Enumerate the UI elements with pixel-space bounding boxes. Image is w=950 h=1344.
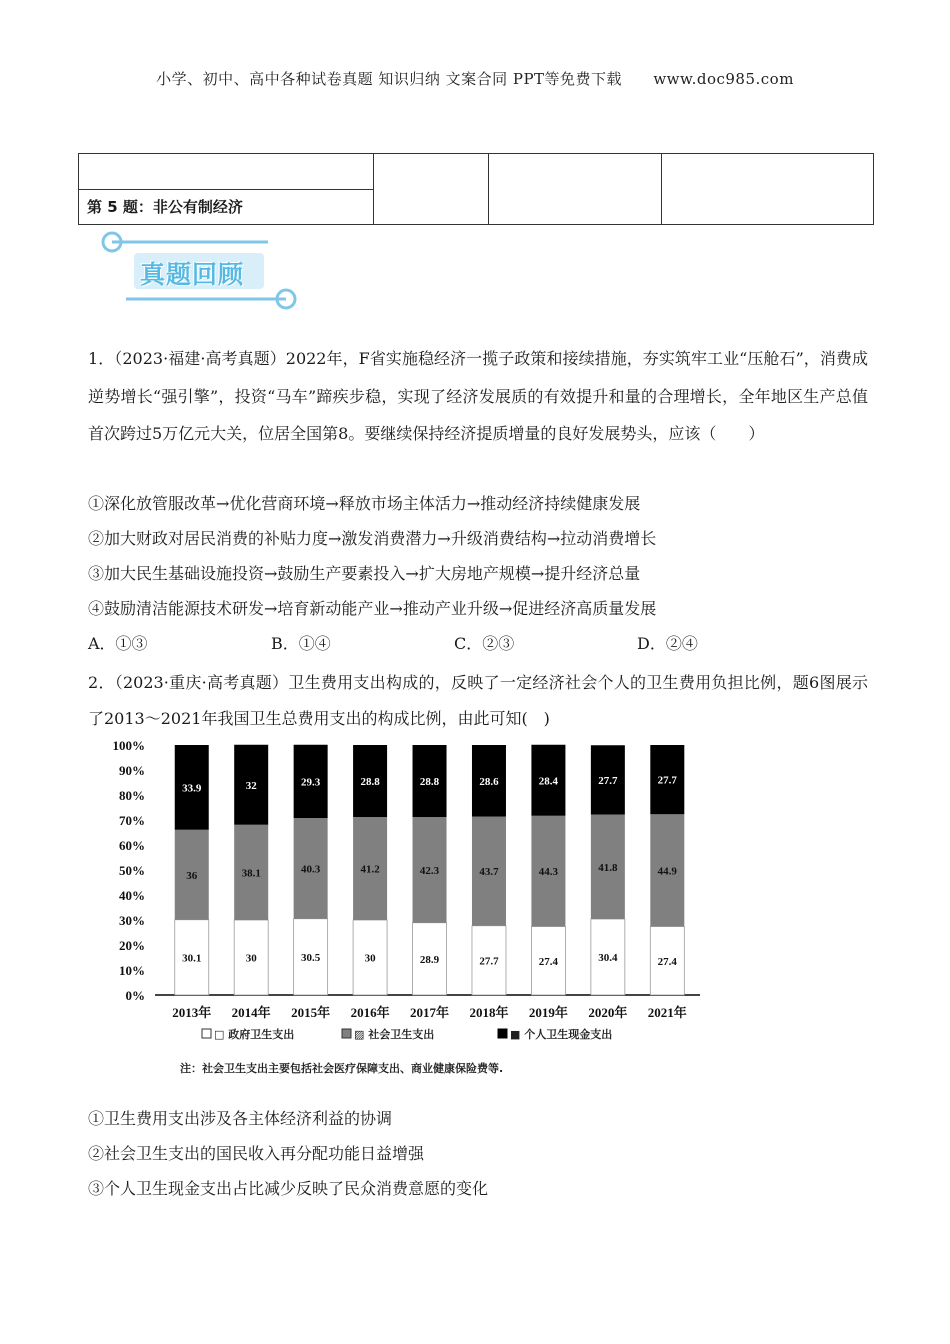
chart-note: 注：社会卫生支出主要包括社会医疗保障支出、商业健康保险费等. — [180, 1062, 504, 1075]
data-label: 29.3 — [301, 776, 321, 789]
data-label: 28.6 — [479, 775, 499, 788]
data-label: 30.4 — [598, 952, 618, 964]
topic-blank-cell — [79, 154, 374, 190]
topic-title: 第 5 题：非公有制经济 — [79, 189, 374, 225]
data-label: 44.3 — [538, 866, 559, 879]
data-label: 30 — [364, 952, 376, 965]
x-tick-label: 2018年 — [469, 1005, 509, 1020]
data-label: 28.8 — [419, 776, 440, 788]
meta-cell-3 — [489, 154, 662, 225]
y-tick-label: 90% — [119, 763, 145, 778]
x-tick-label: 2021年 — [647, 1005, 687, 1020]
x-tick-label: 2015年 — [291, 1005, 331, 1020]
legend-social: ▨ 社会卫生支出 — [354, 1028, 435, 1041]
q1-option-1: ①深化放管服改革→优化营商环境→释放市场主体活力→推动经济持续健康发展 — [88, 494, 641, 513]
data-label: 28.4 — [538, 775, 559, 788]
x-tick-label: 2016年 — [350, 1005, 390, 1020]
data-label: 32 — [245, 779, 257, 792]
question-2-text: 2．（2023·重庆·高考真题）卫生费用支出构成的，反映了一定经济社会个人的卫生费用负担比例，题6图展示了2013～2021年我国卫生总费用支出的构成比例，由此可知( ) — [88, 673, 868, 728]
header-site: www.doc985.com — [653, 70, 794, 88]
banner-title: 真题回顾 — [140, 260, 245, 289]
y-tick-label: 70% — [119, 813, 145, 828]
x-tick-label: 2014年 — [231, 1005, 271, 1020]
data-label: 30.1 — [182, 952, 202, 965]
choice-d[interactable]: D．②④ — [637, 634, 698, 653]
data-label: 42.3 — [419, 864, 440, 877]
data-label: 33.9 — [182, 782, 202, 795]
y-tick-label: 80% — [119, 788, 145, 803]
y-tick-label: 20% — [119, 938, 145, 953]
x-tick-label: 2020年 — [588, 1005, 628, 1020]
chart-legend — [202, 1027, 612, 1041]
data-label: 27.7 — [598, 774, 618, 787]
q1-option-4: ④鼓励清洁能源技术研发→培育新动能产业→推动产业升级→促进经济高质量发展 — [88, 599, 657, 618]
data-label: 43.7 — [479, 866, 499, 879]
question-1-text: 1．（2023·福建·高考真题）2022年，F省实施稳经济一揽子政策和接续措施，夯实筑牢工业“压舱石”，消费成逆势增长“强引擎”，投资“马车”蹄疾步稳，实现了经济发展质的有效提升和量的合理增长，全年地区生产总值首次跨过5万亿元大关，位居全国第8。要继续保持经济提质增量的良好发展势头，应该（ ） — [88, 349, 868, 443]
legend-swatch — [498, 1029, 507, 1038]
legend-swatch — [202, 1029, 211, 1038]
x-tick-label: 2017年 — [410, 1005, 450, 1020]
y-tick-label: 30% — [119, 913, 145, 928]
data-label: 27.7 — [479, 955, 499, 968]
data-label: 28.8 — [360, 776, 380, 788]
y-tick-label: 100% — [112, 738, 145, 753]
health-expenditure-chart — [110, 730, 710, 1080]
y-tick-label: 40% — [119, 888, 145, 903]
q1-option-3: ③加大民生基础设施投资→鼓励生产要素投入→扩大房地产规模→提升经济总量 — [88, 564, 641, 583]
q1-choices — [88, 631, 868, 653]
meta-cell-4 — [662, 154, 874, 225]
section-banner — [86, 228, 316, 318]
data-label: 40.3 — [301, 863, 321, 876]
data-label: 27.4 — [538, 955, 559, 968]
q2-option-1: ①卫生费用支出涉及各主体经济利益的协调 — [88, 1109, 393, 1128]
choice-c[interactable]: C．②③ — [454, 634, 515, 653]
y-tick-label: 0% — [125, 988, 145, 1003]
y-tick-label: 10% — [119, 963, 145, 978]
meta-cell-2 — [374, 154, 489, 225]
page-header — [0, 68, 950, 89]
choice-a[interactable]: A．①③ — [88, 634, 148, 653]
data-label: 27.7 — [657, 774, 677, 787]
choice-b[interactable]: B．①④ — [271, 634, 331, 653]
data-label: 36 — [186, 869, 198, 882]
legend-government: □ 政府卫生支出 — [214, 1028, 295, 1041]
data-label: 30 — [245, 952, 257, 965]
data-label: 44.9 — [657, 865, 677, 878]
q1-option-2: ②加大财政对居民消费的补贴力度→激发消费潜力→升级消费结构→拉动消费增长 — [88, 529, 657, 548]
q2-option-2: ②社会卫生支出的国民收入再分配功能日益增强 — [88, 1144, 425, 1163]
y-tick-label: 60% — [119, 838, 145, 853]
x-tick-label: 2013年 — [172, 1005, 212, 1020]
header-text: 小学、初中、高中各种试卷真题 知识归纳 文案合同 PPT等免费下载 — [156, 70, 623, 88]
y-tick-label: 50% — [119, 863, 145, 878]
data-label: 28.9 — [419, 953, 440, 966]
q2-option-3: ③个人卫生现金支出占比减少反映了民众消费意愿的变化 — [88, 1179, 489, 1198]
legend-swatch — [342, 1029, 351, 1038]
data-label: 41.2 — [360, 863, 380, 876]
topic-table — [78, 153, 874, 225]
data-label: 30.5 — [301, 951, 321, 964]
data-label: 41.8 — [598, 861, 618, 874]
data-label: 38.1 — [241, 867, 261, 880]
x-tick-label: 2019年 — [528, 1005, 568, 1020]
legend-personal: ■ 个人卫生现金支出 — [510, 1028, 613, 1041]
data-label: 27.4 — [657, 955, 677, 968]
